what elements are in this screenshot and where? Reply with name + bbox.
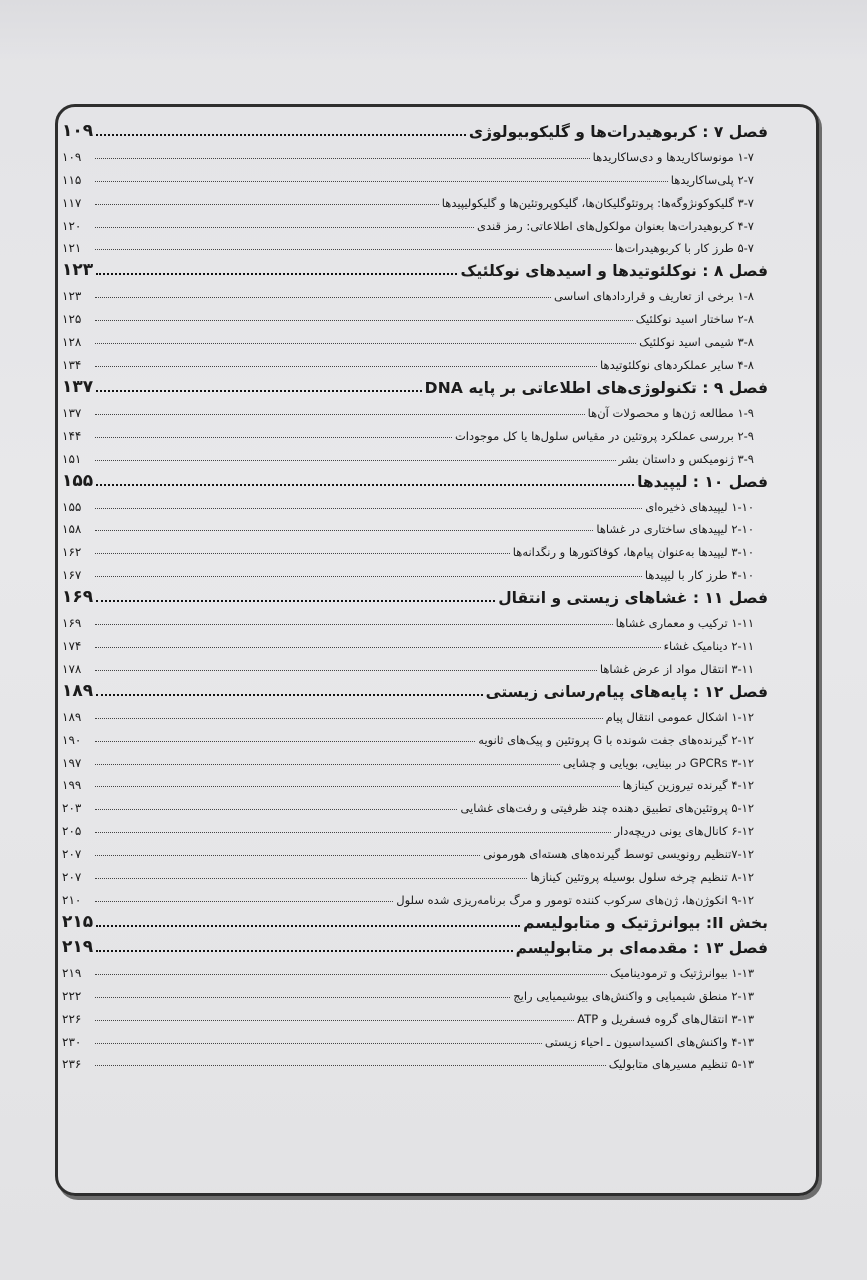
dot-leader <box>96 390 421 392</box>
dot-leader <box>95 460 616 461</box>
page-number: ۱۵۸ <box>62 522 82 537</box>
section-title: ۱-۹ مطالعه ژن‌ها و محصولات آن‌ها <box>587 405 754 420</box>
toc-section-row <box>62 607 768 630</box>
page-number: ۱۳۷ <box>62 405 82 420</box>
section-title: ۴-۸ سایر عملکردهای نوکلئوتیدها <box>600 358 754 373</box>
part-title: بخش II: بیوانرژتیک و متابولیسم <box>523 913 768 932</box>
section-title: ۲-۷ پلی‌ساکاریدها <box>670 172 754 187</box>
section-title: ۴-۱۳ واکنش‌های اکسیداسیون ـ احیاء زیستی <box>544 1034 754 1049</box>
dot-leader <box>95 343 636 344</box>
toc-part-row <box>62 907 768 932</box>
page-number: ۲۰۷ <box>62 847 82 862</box>
toc-section-row <box>62 233 768 256</box>
toc-section-row <box>62 792 768 815</box>
toc-section-row <box>62 653 768 676</box>
toc-section-row <box>62 420 768 443</box>
toc-section-row <box>62 838 768 861</box>
page-number: ۱۱۵ <box>62 172 82 187</box>
dot-leader <box>96 950 512 952</box>
page-number: ۱۵۵ <box>62 470 94 491</box>
page-number: ۱۴۴ <box>62 428 82 443</box>
toc-chapter-row <box>62 582 768 607</box>
section-title: ۳-۹ ژنومیکس و داستان بشر <box>618 451 754 466</box>
dot-leader <box>95 366 597 367</box>
section-title: ۱-۱۳ بیوانرژتیک و ترمودینامیک <box>610 965 754 980</box>
page-number: ۲۱۹ <box>62 965 82 980</box>
section-title: ۲-۹ بررسی عملکرد پروتئین در مقیاس سلول‌ها یا کل موجودات <box>454 428 754 443</box>
section-title: ۳-۸ شیمی اسید نوکلئیک <box>639 335 754 350</box>
toc-section-row <box>62 210 768 233</box>
toc-chapter-row <box>62 116 768 141</box>
toc-chapter-row <box>62 372 768 397</box>
page-number: ۱۶۹ <box>62 587 94 608</box>
dot-leader <box>95 1043 542 1044</box>
toc-section-row <box>62 770 768 793</box>
dot-leader <box>96 600 495 602</box>
toc-section-row <box>62 187 768 210</box>
dot-leader <box>95 158 590 159</box>
page-number: ۲۱۵ <box>62 911 94 932</box>
page-number: ۱۰۹ <box>62 149 82 164</box>
dot-leader <box>95 832 611 833</box>
dot-leader <box>95 878 527 879</box>
dot-leader <box>95 901 393 902</box>
toc-section-row <box>62 349 768 372</box>
dot-leader <box>95 997 510 998</box>
section-title: ۲-۱۲ گیرنده‌های جفت شونده با G پروتئین و پیک‌های ثانویه <box>478 732 754 747</box>
page-number: ۱۷۸ <box>62 661 82 676</box>
page-number: ۱۸۹ <box>62 709 82 724</box>
dot-leader <box>95 297 551 298</box>
page-number: ۲۲۶ <box>62 1011 82 1026</box>
dot-leader <box>95 320 633 321</box>
section-title: ۳-۱۳ انتقال‌های گروه فسفریل و ATP <box>577 1011 754 1026</box>
toc-section-row <box>62 559 768 582</box>
page-number: ۱۲۰ <box>62 218 82 233</box>
toc-section-row <box>62 884 768 907</box>
dot-leader <box>95 855 480 856</box>
section-title: ۵-۷ طرز کار با کربوهیدرات‌ها <box>614 241 754 256</box>
section-title: ۲-۱۳ منطق شیمیایی و واکنش‌های بیوشیمیایی رایج <box>513 988 754 1003</box>
chapter-title: فصل ۱۳ : مقدمه‌ای بر متابولیسم <box>515 938 768 957</box>
toc-section-row <box>62 164 768 187</box>
section-title: ۶-۱۲ کانال‌های یونی دریچه‌دار <box>614 824 754 839</box>
section-title: ۳-۱۰ لیپیدها به‌عنوان پیام‌ها، کوفاکتورها و رنگدانه‌ها <box>512 545 754 560</box>
toc-section-row <box>62 280 768 303</box>
chapter-title: فصل ۸ : نوکلئوتیدها و اسیدهای نوکلئیک <box>460 262 768 281</box>
section-title: ۳-۱۱ انتقال مواد از عرض غشاها <box>599 661 754 676</box>
section-title: ۱-۱۰ لیپیدهای ذخیره‌ای <box>645 499 754 514</box>
dot-leader <box>96 694 483 696</box>
toc-chapter-row <box>62 676 768 701</box>
section-title: ۴-۱۲ گیرنده تیروزین کینازها <box>622 778 754 793</box>
section-title: ۱-۸ برخی از تعاریف و قراردادهای اساسی <box>553 289 754 304</box>
toc-chapter-row <box>62 255 768 280</box>
dot-leader <box>95 809 457 810</box>
dot-leader <box>95 530 593 531</box>
toc-section-row <box>62 980 768 1003</box>
dot-leader <box>95 414 585 415</box>
page-number: ۱۰۹ <box>62 121 94 141</box>
toc-section-row <box>62 491 768 514</box>
page-number: ۱۳۴ <box>62 358 82 373</box>
toc-section-row <box>62 815 768 838</box>
toc-section-row <box>62 747 768 770</box>
page-number: ۱۸۹ <box>62 680 94 701</box>
page-number: ۲۰۵ <box>62 824 82 839</box>
section-title: ۱-۱۲ اشکال عمومی انتقال پیام <box>605 709 754 724</box>
dot-leader <box>96 273 457 275</box>
toc-section-row <box>62 303 768 326</box>
table-of-contents <box>62 116 768 1071</box>
section-title: ۳-۷ گلیکوکونژوگه‌ها: پروتئوگلیکان‌ها، گلیکوپروتئین‌ها و گلیکولیپیدها <box>441 195 754 210</box>
section-title: ۲-۱۱ دینامیک غشاء <box>663 639 754 654</box>
page-number: ۲۲۲ <box>62 988 82 1003</box>
toc-section-row <box>62 514 768 537</box>
section-title: ۹-۱۲ انکوژن‌ها، ژن‌های سرکوب کننده تومور و مرگ برنامه‌ریزی شده سلول <box>396 892 754 907</box>
page-number: ۱۲۵ <box>62 312 82 327</box>
toc-section-row <box>62 397 768 420</box>
toc-section-row <box>62 724 768 747</box>
page-number: ۱۲۱ <box>62 241 82 256</box>
toc-section-row <box>62 141 768 164</box>
section-title: ۲-۱۰ لیپیدهای ساختاری در غشاها <box>596 522 754 537</box>
dot-leader <box>95 786 620 787</box>
page-number: ۱۵۵ <box>62 499 82 514</box>
page-number: ۱۵۱ <box>62 451 82 466</box>
section-title: ۳-۱۲ GPCRs در بینایی، بویایی و چشایی <box>562 755 754 770</box>
section-title: ۴-۷ کربوهیدرات‌ها بعنوان مولکول‌های اطلاعاتی: رمز قندی <box>476 218 754 233</box>
page-number: ۲۳۶ <box>62 1057 82 1072</box>
toc-section-row <box>62 326 768 349</box>
page-shadow <box>0 0 867 60</box>
toc-section-row <box>62 1003 768 1026</box>
page-number: ۱۶۹ <box>62 616 82 631</box>
dot-leader <box>95 647 661 648</box>
dot-leader <box>95 974 607 975</box>
dot-leader <box>96 925 520 927</box>
page-number: ۱۲۸ <box>62 335 82 350</box>
page-number: ۱۲۳ <box>62 289 82 304</box>
toc-section-row <box>62 536 768 559</box>
toc-section-row <box>62 1049 768 1072</box>
page-number: ۱۲۳ <box>62 260 94 281</box>
page-number: ۱۶۷ <box>62 568 82 583</box>
page-number: ۱۷۴ <box>62 639 82 654</box>
toc-section-row <box>62 1026 768 1049</box>
section-title: ۸-۱۲ تنظیم چرخه سلول بوسیله پروتئین کینازها <box>530 870 754 885</box>
dot-leader <box>95 553 510 554</box>
dot-leader <box>95 624 613 625</box>
page-number: ۲۰۳ <box>62 801 82 816</box>
dot-leader <box>95 670 597 671</box>
toc-section-row <box>62 861 768 884</box>
page-number: ۱۱۷ <box>62 195 82 210</box>
dot-leader <box>95 181 668 182</box>
toc-section-row <box>62 630 768 653</box>
dot-leader <box>95 764 560 765</box>
page-number: ۲۱۰ <box>62 892 82 907</box>
page-number: ۱۹۰ <box>62 732 82 747</box>
chapter-title: فصل ۷ : کربوهیدرات‌ها و گلیکوبیولوژی <box>468 123 768 141</box>
chapter-title: فصل ۱۱ : غشاهای زیستی و انتقال <box>498 589 768 608</box>
toc-section-row <box>62 443 768 466</box>
toc-chapter-row <box>62 466 768 491</box>
dot-leader <box>95 437 452 438</box>
section-title: ۴-۱۰ طرز کار با لیپیدها <box>644 568 754 583</box>
dot-leader <box>95 1020 574 1021</box>
section-title: ۷-۱۲تنظیم رونویسی توسط گیرنده‌های هسته‌ای هورمونی <box>483 847 754 862</box>
dot-leader <box>95 249 612 250</box>
section-title: ۵-۱۳ تنظیم مسیرهای متابولیک <box>608 1057 754 1072</box>
chapter-title: فصل ۱۲ : پایه‌های پیام‌رسانی زیستی <box>485 682 768 701</box>
page-number: ۲۱۹ <box>62 936 94 957</box>
dot-leader <box>95 741 475 742</box>
dot-leader <box>95 576 642 577</box>
page-number: ۱۳۷ <box>62 377 94 398</box>
dot-leader <box>96 134 466 136</box>
toc-chapter-row <box>62 932 768 957</box>
section-title: ۵-۱۲ پروتئین‌های تطبیق دهنده چند ظرفیتی و رفت‌های غشایی <box>460 801 754 816</box>
dot-leader <box>96 484 634 486</box>
toc-section-row <box>62 957 768 980</box>
chapter-title: فصل ۱۰ : لیپیدها <box>637 472 768 491</box>
dot-leader <box>95 227 474 228</box>
dot-leader <box>95 508 642 509</box>
dot-leader <box>95 204 439 205</box>
page-number: ۱۹۷ <box>62 755 82 770</box>
section-title: ۱-۱۱ ترکیب و معماری غشاها <box>615 616 754 631</box>
page-number: ۲۳۰ <box>62 1034 82 1049</box>
page-number: ۱۶۲ <box>62 545 82 560</box>
section-title: ۲-۸ ساختار اسید نوکلئیک <box>635 312 754 327</box>
section-title: ۱-۷ مونوساکاریدها و دی‌ساکاریدها <box>592 149 754 164</box>
page-number: ۱۹۹ <box>62 778 82 793</box>
chapter-title: فصل ۹ : تکنولوژی‌های اطلاعاتی بر پایه DNA <box>424 379 768 398</box>
toc-section-row <box>62 701 768 724</box>
dot-leader <box>95 1065 606 1066</box>
dot-leader <box>95 718 603 719</box>
page-number: ۲۰۷ <box>62 870 82 885</box>
